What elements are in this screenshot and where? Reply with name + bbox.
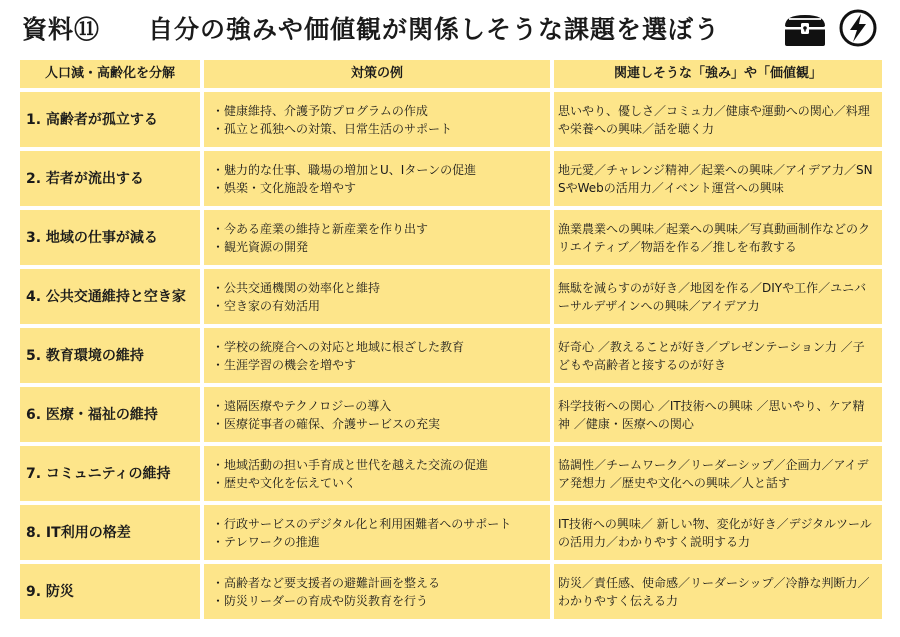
measure-item: ・行政サービスのデジタル化と利用困難者へのサポート: [212, 516, 512, 531]
treasure-chest-icon: [782, 12, 828, 48]
measures-cell: [204, 92, 550, 147]
topic-cell: 2. 若者が流出する: [20, 151, 200, 206]
strengths-cell: [554, 269, 882, 324]
strengths-text: 好奇心 ／教えることが好き／プレゼンテーション力 ／子どもや高齢者と接するのが好き: [558, 339, 865, 372]
strengths-cell: [554, 328, 882, 383]
measure-item: ・学校の統廃合への対応と地域に根ざした教育: [212, 339, 465, 354]
strengths-cell: [554, 564, 882, 619]
measures-cell: [204, 151, 550, 206]
lightning-bolt-icon: [838, 8, 878, 48]
column-header-topic: 人口減・高齢化を分解: [20, 60, 200, 88]
measures-cell: [204, 387, 550, 442]
issues-table: [20, 60, 882, 619]
document-label: 資料⑪: [22, 15, 101, 44]
strengths-cell: [554, 505, 882, 560]
topic-cell: 1. 高齢者が孤立する: [20, 92, 200, 147]
measures-cell: [204, 446, 550, 501]
measure-item: ・歴史や文化を伝えていく: [212, 475, 357, 490]
measure-item: ・高齢者など要支援者の避難計画を整える: [212, 575, 441, 590]
measure-item: ・健康維持、介護予防プログラムの作成: [212, 103, 428, 118]
measures-cell: [204, 328, 550, 383]
measure-item: ・地域活動の担い手育成と世代を越えた交流の促進: [212, 457, 489, 472]
measure-item: ・防災リーダーの育成や防災教育を行う: [212, 593, 429, 608]
topic-cell: 4. 公共交通維持と空き家: [20, 269, 200, 324]
strengths-text: 思いやり、優しさ／コミュ力／健康や運動への関心／料理や栄養への興味／話を聴く力: [558, 103, 870, 136]
measure-item: ・空き家の有効活用: [212, 298, 321, 313]
measure-item: ・公共交通機関の効率化と維持: [212, 280, 381, 295]
strengths-text: 地元愛／チャレンジ精神／起業への興味／アイデア力／SNSやWebの活用力／イベント運営への興味: [558, 162, 873, 195]
column-header-strengths: 関連しそうな「強み」や「価値観」: [554, 60, 882, 88]
measure-item: ・孤立と孤独への対策、日常生活のサポート: [212, 121, 453, 136]
strengths-cell: [554, 151, 882, 206]
measure-item: ・今ある産業の維持と新産業を作り出す: [212, 221, 429, 236]
page-header: [0, 0, 900, 56]
topic-cell: 9. 防災: [20, 564, 200, 619]
measure-item: ・テレワークの推進: [212, 534, 320, 549]
measure-item: ・生涯学習の機会を増やす: [212, 357, 357, 372]
page-title: 自分の強みや価値観が関係しそうな課題を選ぼう: [148, 15, 721, 44]
measures-cell: [204, 269, 550, 324]
strengths-text: 漁業農業への興味／起業への興味／写真動画制作などのクリエイティブ／物語を作る／推しを布教する: [558, 221, 871, 254]
column-header-measures: 対策の例: [204, 60, 550, 88]
strengths-text: IT技術への興味／ 新しい物、変化が好き／デジタルツールの活用力／わかりやすく説明する力: [558, 516, 872, 549]
measures-cell: [204, 210, 550, 265]
measure-item: ・遠隔医療やテクノロジーの導入: [212, 398, 392, 413]
measures-cell: [204, 564, 550, 619]
strengths-text: 科学技術への関心 ／IT技術への興味 ／思いやり、ケア精神 ／健康・医療への関心: [558, 398, 865, 431]
strengths-cell: [554, 92, 882, 147]
strengths-cell: [554, 446, 882, 501]
measure-item: ・娯楽・文化施設を増やす: [212, 180, 357, 195]
strengths-text: 協調性／チームワーク／リーダーシップ／企画力／アイデア発想力 ／歴史や文化への興味／人と話す: [558, 457, 869, 490]
strengths-text: 防災／責任感、使命感／リーダーシップ／冷静な判断力／わかりやすく伝える力: [558, 575, 870, 608]
measure-item: ・医療従事者の確保、介護サービスの充実: [212, 416, 441, 431]
strengths-text: 無駄を減らすのが好き／地図を作る／DIYや工作／ユニバーサルデザインへの興味／アイデア力: [558, 280, 867, 313]
measure-item: ・観光資源の開発: [212, 239, 309, 254]
measure-item: ・魅力的な仕事、職場の増加とU、Iターンの促進: [212, 162, 477, 177]
strengths-cell: [554, 387, 882, 442]
measures-cell: [204, 505, 550, 560]
topic-cell: 6. 医療・福祉の維持: [20, 387, 200, 442]
topic-cell: 3. 地域の仕事が減る: [20, 210, 200, 265]
strengths-cell: [554, 210, 882, 265]
topic-cell: 7. コミュニティの維持: [20, 446, 200, 501]
topic-cell: 5. 教育環境の維持: [20, 328, 200, 383]
topic-cell: 8. IT利用の格差: [20, 505, 200, 560]
